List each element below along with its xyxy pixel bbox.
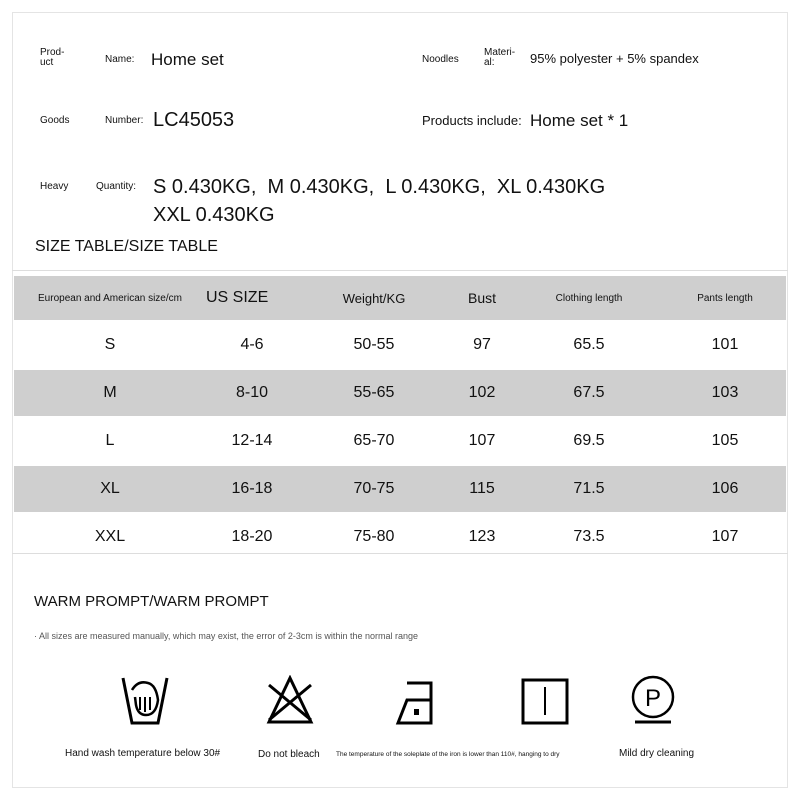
cell-weight: 50-55	[353, 336, 395, 353]
cell-clothing-length: 71.5	[573, 480, 605, 497]
measurement-note: · All sizes are measured manually, which may exist, the error of 2-3cm is within the normal range	[34, 631, 418, 641]
cell-pants-length: 101	[711, 336, 739, 353]
hand-wash-icon	[120, 675, 170, 725]
cell-weight: 75-80	[353, 528, 395, 545]
cell-bust: 107	[468, 432, 496, 449]
number-label: Number:	[105, 115, 144, 126]
dry-clean-icon	[628, 675, 678, 725]
no-bleach-icon	[265, 675, 315, 725]
warm-prompt-title: WARM PROMPT/WARM PROMPT	[34, 593, 269, 610]
cell-clothing-length: 69.5	[573, 432, 605, 449]
name-value: Home set	[151, 50, 224, 69]
size-table	[14, 276, 786, 560]
cell-pants-length: 107	[711, 528, 739, 545]
header-eu-size: European and American size/cm	[38, 292, 182, 304]
cell-bust: 97	[473, 336, 491, 353]
material-label: Materi- al:	[484, 47, 516, 68]
care-label-iron: The temperature of the soleplate of the iron is lower than 110#, hanging to dry	[336, 751, 560, 758]
cell-clothing-length: 73.5	[573, 528, 605, 545]
material-value: 95% polyester + 5% spandex	[530, 51, 699, 66]
cell-eu-size: M	[103, 384, 117, 401]
table-row	[14, 370, 786, 416]
size-table-title: SIZE TABLE/SIZE TABLE	[35, 238, 218, 255]
number-value: LC45053	[153, 109, 235, 131]
cell-us-size: 12-14	[231, 432, 273, 449]
goods-label: Goods	[40, 115, 70, 126]
cell-pants-length: 106	[711, 480, 739, 497]
product-label: Prod- uct	[40, 47, 65, 68]
cell-weight: 55-65	[353, 384, 395, 401]
iron-low-icon	[395, 675, 445, 725]
cell-bust: 123	[468, 528, 496, 545]
table-row	[14, 418, 786, 464]
svg-text:P: P	[644, 685, 662, 712]
cell-eu-size: L	[105, 432, 115, 449]
cell-us-size: 8-10	[235, 384, 269, 401]
noodles-label: Noodles	[422, 54, 459, 65]
cell-bust: 115	[469, 480, 495, 497]
include-value: Home set * 1	[530, 111, 629, 130]
cell-pants-length: 105	[711, 432, 739, 449]
header-us-size: US SIZE	[206, 289, 269, 306]
cell-weight: 65-70	[353, 432, 395, 449]
table-header	[14, 276, 786, 320]
divider	[12, 270, 788, 271]
header-bust: Bust	[467, 290, 496, 306]
cell-clothing-length: 67.5	[573, 384, 605, 401]
table-row	[14, 322, 786, 368]
name-label: Name:	[105, 54, 135, 65]
header-weight: Weight/KG	[342, 290, 406, 306]
divider	[12, 553, 788, 554]
cell-eu-size: XL	[100, 480, 120, 497]
cell-us-size: 16-18	[231, 480, 273, 497]
quantity-line-2: XXL 0.430KG	[153, 204, 275, 226]
care-label-no-bleach: Do not bleach	[258, 749, 320, 760]
cell-clothing-length: 65.5	[573, 336, 605, 353]
cell-eu-size: XXL	[94, 528, 126, 545]
table-row	[14, 466, 786, 512]
care-label-hand-wash: Hand wash temperature below 30#	[65, 748, 221, 759]
quantity-line-1: S 0.430KG, M 0.430KG, L 0.430KG, XL 0.430KG	[153, 176, 606, 198]
cell-eu-size: S	[104, 336, 116, 353]
include-label: Products include:	[422, 113, 522, 128]
cell-pants-length: 103	[711, 384, 739, 401]
quantity-label: Quantity:	[96, 181, 137, 192]
cell-weight: 70-75	[353, 480, 395, 497]
cell-us-size: 4-6	[240, 336, 264, 353]
header-pants-length: Pants length	[697, 292, 753, 304]
hang-dry-icon	[520, 675, 570, 725]
heavy-label: Heavy	[40, 181, 69, 192]
header-clothing-length: Clothing length	[555, 292, 623, 304]
cell-bust: 102	[468, 384, 496, 401]
cell-us-size: 18-20	[231, 528, 273, 545]
care-label-dry-clean: Mild dry cleaning	[619, 748, 695, 759]
